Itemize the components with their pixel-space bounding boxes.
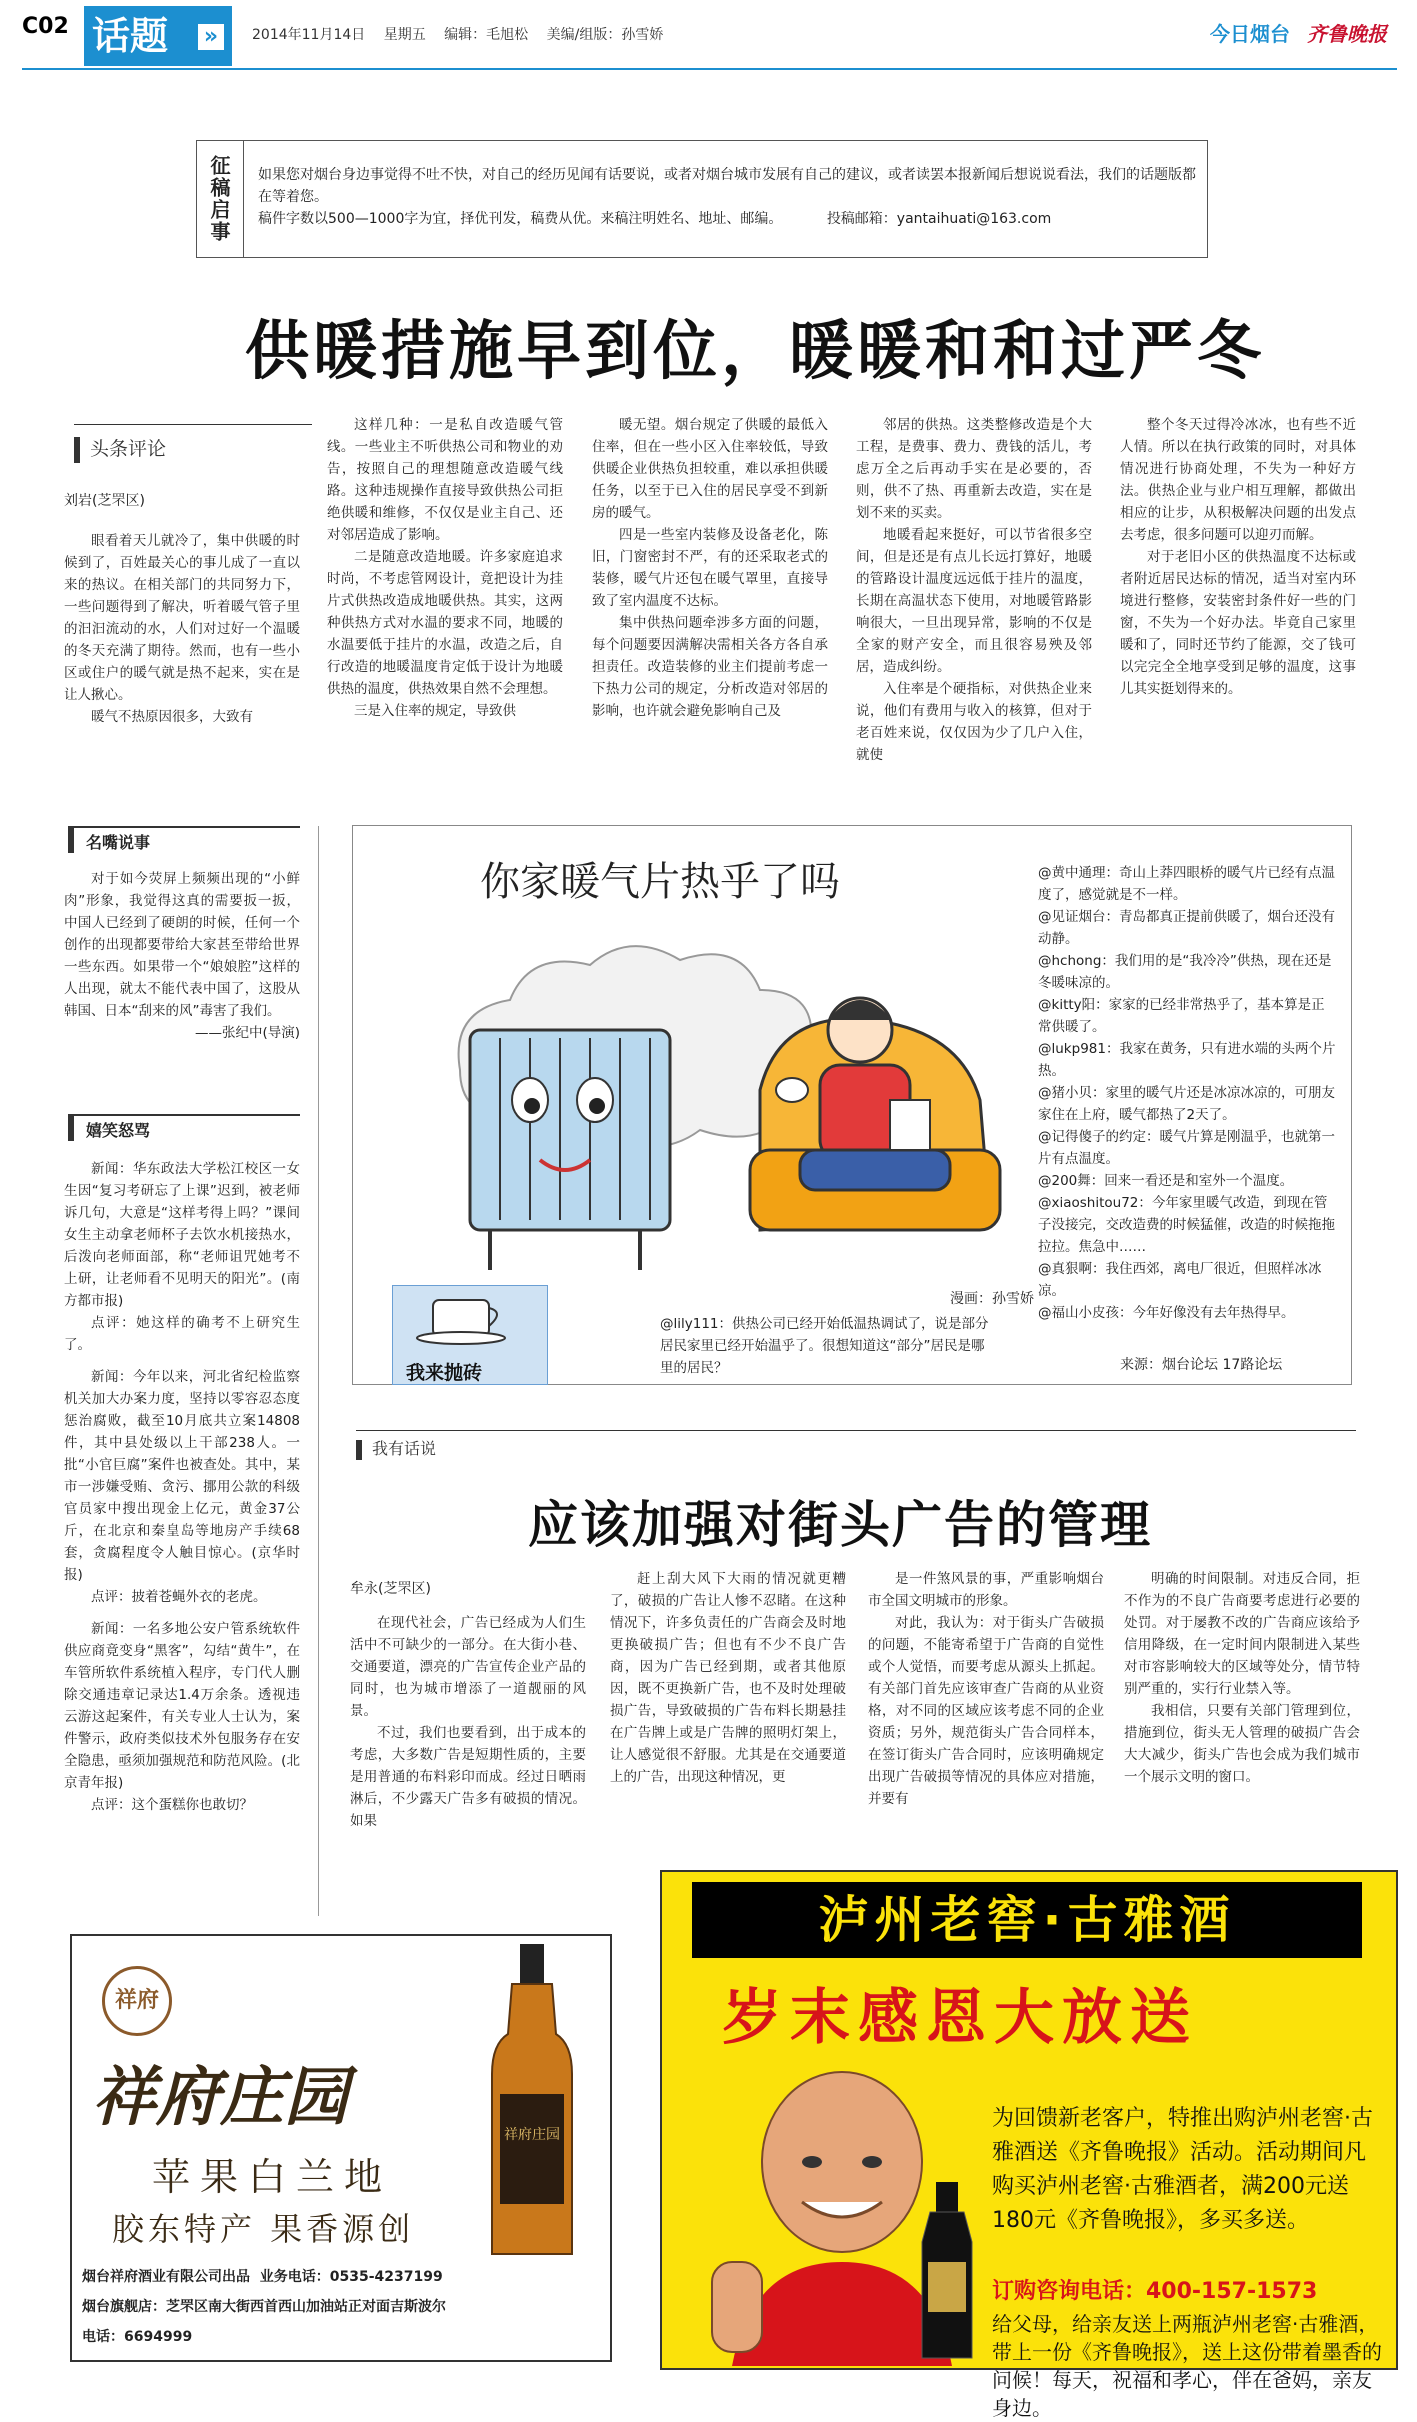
ad-right-title: 泸州老窖·古雅酒 [692, 1882, 1362, 1958]
editor-credit: 编辑：毛旭松 [444, 27, 529, 43]
chevron-right-icon: » [198, 24, 224, 50]
article1-column-2 [327, 414, 563, 722]
article1-column-4 [856, 414, 1092, 766]
article2-section-label: 我有话说 [356, 1436, 436, 1460]
coffee-cup-icon [393, 1286, 547, 1346]
issue-date: 2014年11月14日 [252, 27, 366, 43]
ad-right-body2: 给父母，给亲友送上两瓶泸州老窖·古雅酒，带上一份《齐鲁晚报》，送上这份带着墨香的问候！每天，祝福和孝心，伴在爸妈，亲友身边。 [992, 2312, 1382, 2420]
bottle-label-text: 祥府庄园 [504, 2127, 560, 2143]
article2-column-2 [610, 1568, 846, 1788]
paragraph: 暖气不热原因很多，大致有 [91, 709, 253, 725]
reader-comment: @福山小皮孩：今年好像没有去年热得早。 [1038, 1305, 1295, 1321]
reader-comment: @记得傻子的约定：暖气片算是刚温乎，也就第一片有点温度。 [1038, 1129, 1335, 1167]
brand-today-yantai: 今日烟台 [1210, 22, 1291, 46]
article1-section-rule [74, 424, 312, 425]
call-for-submissions-tag: 征稿启事 [196, 140, 244, 258]
article2-column-4 [1124, 1568, 1360, 1788]
reader-comments [1038, 862, 1338, 1324]
paragraph: 明确的时间限制。对违反合同，拒不作为的不良广告商要考虑进行必要的处罚。对于屡教不改的广告商应该给予信用降级，在一定时间内限制进入某些对市容影响较大的区域等处分，情节特别严重的，实行行业禁入等。 [1124, 1571, 1360, 1697]
reader-comment: @lukp981：我家在黄务，只有进水端的头两个片热。 [1038, 1041, 1336, 1079]
article1-headline: 供暖措施早到位，暖暖和和过严冬 [245, 314, 1265, 389]
header-rule [22, 68, 1397, 70]
paragraph: 四是一些室内装修及设备老化，陈旧，门窗密封不严，有的还采取老式的装修，暖气片还包在暖气罩里，直接导致了室内温度不达标。 [592, 527, 828, 609]
brandy-bottle-image [472, 1944, 592, 2264]
article1-column-5 [1120, 414, 1356, 700]
paragraph: 是一件煞风景的事，严重影响烟台市全国文明城市的形象。 [868, 1571, 1104, 1609]
ad-left-slogan: 胶东特产 果香源创 [112, 2210, 415, 2248]
reader-comment: @真狠啊：我住西郊，离电厂很近，但照样冰冰凉。 [1038, 1261, 1322, 1299]
news-comment-2: 点评：披着苍蝇外衣的老虎。 [91, 1589, 267, 1605]
brick-label: 我来抛砖 [406, 1362, 483, 1384]
ad-left-phone: 电话：6694999 [82, 2329, 193, 2345]
news-comment-3: 点评：这个蛋糕你也敢切？ [91, 1797, 253, 1813]
article2-byline: 牟永(芝罘区) [350, 1581, 431, 1597]
news-item-3: 新闻：一名多地公安户管系统软件供应商竟变身“黑客”，勾结“黄牛”，在车管所软件系统植入程序，专门代人删除交通违章记录达1.4万余条。透视违云游这起案件，有关专业人士认为，案件警示，政府类似技术外包服务存在安全隐患，亟须加强规范和防范风险。(北京青年报) [64, 1621, 300, 1791]
page-number: C02 [22, 14, 69, 39]
ad-right-body1: 为回馈新老客户，特推出购泸州老窖·古雅酒送《齐鲁晚报》活动。活动期间凡购买泸州老窖·古雅酒者，满200元送180元《齐鲁晚报》，多买多送。 [992, 2106, 1373, 2233]
article2-column-1 [350, 1612, 586, 1832]
paragraph: 我相信，只要有关部门管理到位，措施到位，街头无人管理的破损广告会大大减少，街头广告也会成为我们城市一个展示文明的窗口。 [1124, 1703, 1360, 1785]
designer-credit: 美编/组版：孙雪娇 [546, 27, 664, 43]
article2-top-rule [356, 1430, 1356, 1431]
xiangfu-seal: 祥府 [102, 1966, 172, 2036]
paragraph: 对于老旧小区的供热温度不达标或者附近居民达标的情况，适当对室内环境进行整修，安装密封条件好一些的门窗，不失为一个好办法。毕竟自己家里暖和了，同时还节约了能源，交了钱可以完完全全地享受到足够的温度，这事儿其实挺划得来的。 [1120, 549, 1356, 697]
paper-name-logo: 齐鲁晚报 [1307, 22, 1387, 46]
paragraph: 三是入住率的规定，导致供 [354, 703, 516, 719]
article1-byline: 刘岩(芝罘区) [64, 493, 145, 509]
paragraph: 眼看着天儿就冷了，集中供暖的时候到了，百姓最关心的事儿成了一直以来的热议。在相关部门的共同努力下，一些问题得到了解决，听着暖气管子里的汩汩流动的水，人们对过好一个温暖的冬天充满了期待。然而，也有一些小区或住户的暖气就是热不起来，实在是让人揪心。 [64, 533, 300, 703]
cartoon-credit: 漫画：孙雪娇 [950, 1291, 1034, 1307]
article2-column-3 [868, 1568, 1104, 1810]
ad-right-subtitle: 岁末感恩大放送 [722, 1983, 1198, 2053]
cartoon-title: 你家暖气片热乎了吗 [480, 859, 840, 905]
paragraph: 入住率是个硬指标，对供热企业来说，他们有费用与收入的核算，但对于老百姓来说，仅仅因为少了几户入住，就使 [856, 681, 1092, 763]
call-rules: 稿件字数以500—1000字为宜，择优刊发，稿费从优。来稿注明姓名、地址、邮编。 [258, 211, 783, 227]
paragraph: 不过，我们也要看到，出于成本的考虑，大多数广告是短期性质的，主要是用普通的布料彩印而成。经过日晒雨淋后，不少露天广告多有破损的情况。如果 [350, 1725, 586, 1829]
news-comment-1: 点评：她这样的确考不上研究生了。 [64, 1315, 300, 1353]
news-item-1: 新闻：华东政法大学松江校区一女生因“复习考研忘了上课”迟到，被老师诉几句，大意是“这样考得上吗？”课间女生主动拿老师杯子去饮水机接热水，后泼向老师面部，称“老师诅咒她考不上研，让老师看不见明天的阳光”。(南方都市报) [64, 1161, 300, 1309]
baijiu-bottle-image [912, 2182, 982, 2362]
sidebar-box2-title: 嬉笑怒骂 [68, 1114, 300, 1141]
submission-email[interactable]: 投稿邮箱：yantaihuati@163.com [826, 211, 1052, 227]
sidebar-box1-text: 对于如今荧屏上频频出现的“小鲜肉”形象，我觉得这真的需要扳一扳，中国人已经到了硬朗的时候，任何一个创作的出现都要带给大家甚至带给世界一些东西。如果带一个“娘娘腔”这样的人出现，就太不能代表中国了，这股从韩国、日本“刮来的风”毒害了我们。 [64, 871, 300, 1019]
reader-comment: @黄中通理：奇山上莽四眼桥的暖气片已经有点温度了，感觉就是不一样。 [1038, 865, 1335, 903]
paragraph: 整个冬天过得冷冰冰，也有些不近人情。所以在执行政策的同时，对具体情况进行协商处理，不失为一种好方法。供热企业与业户相互理解，都做出相应的让步，从积极解决问题的出发点去考虑，很多问题可以迎刃而解。 [1120, 417, 1356, 543]
ad-xiangfu-brandy[interactable] [70, 1934, 612, 2362]
paper-brand [1210, 18, 1387, 47]
issue-weekday: 星期五 [383, 27, 426, 43]
call-line-2 [258, 208, 1198, 230]
reader-comment: @200舞：回来一看还是和室外一个温度。 [1038, 1173, 1294, 1189]
paragraph: 这样几种：一是私自改造暖气管线。一些业主不听供热公司和物业的劝告，按照自己的理想随意改造暖气线路。这种违规操作直接导致供热公司拒绝供暖和维修，不仅仅是业主自己、还对邻居造成了影响。 [327, 417, 563, 543]
sidebar-box1-title: 名嘴说事 [68, 826, 300, 853]
reader-comment: @xiaoshitou72：今年家里暖气改造，到现在管子没接完，交改造费的时候猛催，改造的时候拖拖拉拉。焦急中…… [1038, 1195, 1335, 1255]
section-title: 话题 [92, 14, 169, 58]
reader-comment: @猪小贝：家里的暖气片还是冰凉冰凉的，可朋友家住在上府，暖气都热了2天了。 [1038, 1085, 1335, 1123]
section-badge [84, 6, 232, 66]
article2-headline: 应该加强对街头广告的管理 [528, 1495, 1152, 1554]
reader-comment: @hchong：我们用的是“我冷冷”供热，现在还是冬暖味凉的。 [1038, 953, 1332, 991]
news-item-2: 新闻：今年以来，河北省纪检监察机关加大办案力度，坚持以零容忍态度惩治腐败，截至10月底共立案14808件，其中县处级以上干部238人。一批“小官巨腐”案件也被查处。其中，某市一涉嫌受贿、贪污、挪用公款的科级官员家中搜出现金上亿元，黄金37公斤，在北京和秦皇岛等地房产手续68套，贪腐程度令人触目惊心。(京华时报) [64, 1369, 300, 1583]
cartoon-illustration [420, 920, 1020, 1280]
paragraph: 暖无望。烟台规定了供暖的最低入住率，但在一些小区入住率较低，导致供暖企业供热负担较重，难以承担供暖任务，以至于已入住的居民享受不到新房的暖气。 [592, 417, 828, 521]
radiator-character [470, 1030, 670, 1270]
paragraph: 集中供热问题牵涉多方面的问题，每个问题要因满解决需相关各方各自承担责任。改造装修的业主们提前考虑一下热力公司的规定，分析改造对邻居的影响，也许就会避免影响自己及 [592, 615, 828, 719]
paragraph: 在现代社会，广告已经成为人们生活中不可缺少的一部分。在大街小巷、交通要道，漂亮的广告宣传企业产品的同时，也为城市增添了一道靓丽的风景。 [350, 1615, 586, 1719]
call-line-1: 如果您对烟台身边事觉得不吐不快，对自己的经历见闻有话要说，或者对烟台城市发展有自己的建议，或者读罢本报新闻后想说说看法，我们的话题版都在等着您。 [258, 167, 1196, 205]
paragraph: 对此，我认为：对于街头广告破损的问题，不能寄希望于广告商的自觉性或个人觉悟，而要考虑从源头上抓起。有关部门首先应该审查广告商的从业资格，对不同的区域应该考虑不同的企业资质；另外，规范街头广告合同样本，在签订街头广告合同时，应该明确规定出现广告破损等情况的具体应对措施，并要有 [868, 1615, 1104, 1807]
ad-left-product: 苹果白兰地 [152, 2155, 393, 2199]
ad-left-company: 烟台祥府酒业有限公司出品 业务电话：0535-4237199 [82, 2269, 443, 2285]
reader-comment: @kitty阳：家家的已经非常热乎了，基本算是正常供暖了。 [1038, 997, 1325, 1035]
article1-column-1 [64, 530, 300, 728]
sidebar-divider [318, 826, 319, 1916]
sidebar-box1-body [64, 868, 300, 1044]
paragraph: 地暖看起来挺好，可以节省很多空间，但是还是有点儿长远打算好，地暖的管路设计温度远远低于挂片的温度，长期在高温状态下使用，对地暖管路影响很大，一旦出现异常，影响的不仅是全家的财产安全，而且很容易殃及邻居，造成纠纷。 [856, 527, 1092, 675]
article1-section-label: 头条评论 [74, 434, 166, 463]
article1-column-3 [592, 414, 828, 722]
paragraph: 二是随意改造地暖。许多家庭追求时尚，不考虑管网设计，竟把设计为挂片式供热改造成地暖供热。其实，这两种供热方式对水温的要求不同，地暖的水温要低于挂片的水温，改造之后，自行改造的地暖温度肯定低于设计为地暖供热的温度，供热效果自然不会理想。 [327, 549, 563, 697]
paragraph: 赶上刮大风下大雨的情况就更糟了，破损的广告让人惨不忍睹。在这种情况下，许多负责任的广告商会及时地更换破损广告；但也有不少不良广告商，因为广告已经到期，或者其他原因，既不更换新广告，也不及时处理破损广告，导致破损的广告布料长期悬挂在广告牌上或是广告牌的照明灯架上，让人感觉很不舒服。尤其是在交通要道上的广告，出现这种情况，更 [610, 1571, 846, 1785]
sidebar-box2-body [64, 1158, 300, 1816]
reader-comment-bottom: @lily111：供热公司已经开始低温热调试了，说是部分居民家里已经开始温乎了。很想知道这“部分”居民是哪里的居民？ [660, 1316, 989, 1376]
ad-left-store: 烟台旗舰店：芝罘区南大街西首西山加油站正对面吉斯波尔 [82, 2299, 446, 2315]
sidebar-box1-author: ——张纪中(导演) [194, 1025, 300, 1041]
header-meta [252, 24, 677, 44]
ad-left-brand: 祥府庄园 [92, 2060, 348, 2135]
ad-right-hotline[interactable]: 订购咨询电话：400-157-1573 [992, 2279, 1318, 2304]
paragraph: 邻居的供热。这类整修改造是个大工程，是费事、费力、费钱的活儿，考虑万全之后再动手实在是必要的，否则，供不了热、再重新去改造，实在是划不来的买卖。 [856, 417, 1092, 521]
comments-source: 来源：烟台论坛 17路论坛 [1120, 1357, 1283, 1373]
reader-comment: @见证烟台：青岛都真正提前供暖了，烟台还没有动静。 [1038, 909, 1335, 947]
ad-luzhou-laojiao[interactable] [660, 1870, 1398, 2420]
call-for-submissions-text [258, 164, 1198, 230]
